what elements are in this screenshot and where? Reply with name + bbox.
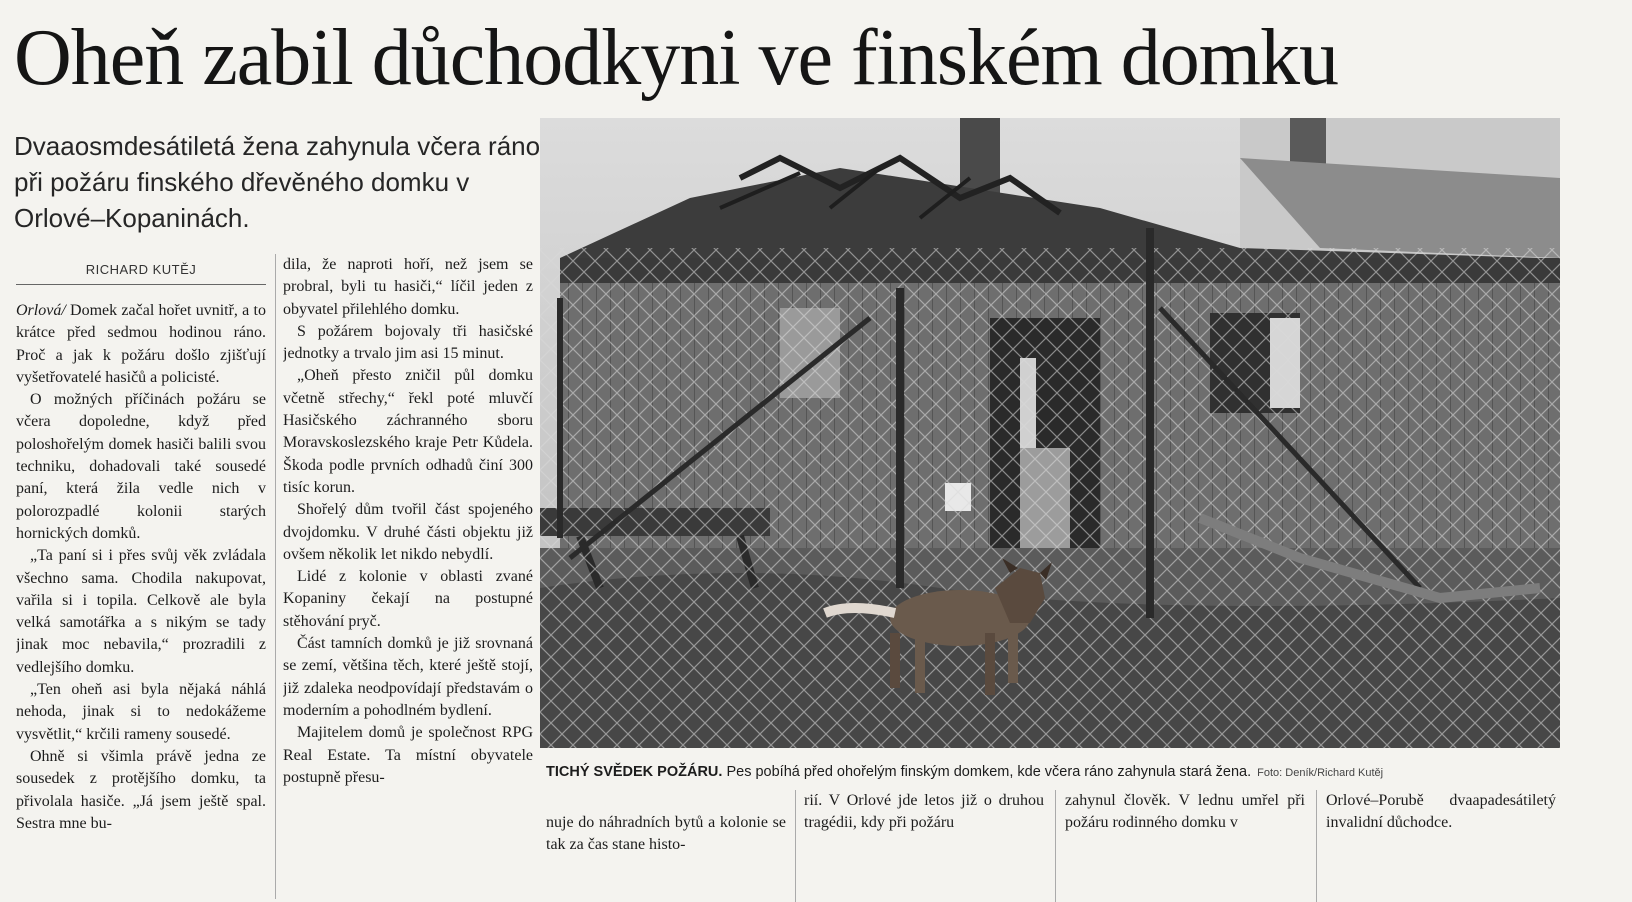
- byline-rule: [16, 284, 266, 285]
- dateline: Orlová/: [16, 302, 66, 319]
- caption-kicker: TICHÝ SVĚDEK POŽÁRU.: [546, 764, 723, 780]
- article-paragraph: Majitelem domů je společnost RPG Real Estate. Ta místní obyvatele postupně přesu-: [283, 724, 533, 786]
- lead-paragraph: Dvaaosmdesátiletá žena zahynula včera ráno při požáru finského dřevěného domku v Orlové–Kopaninách.: [14, 131, 541, 233]
- bottom-column-3: zahynul člověk. V lednu umřel při požáru rodinného domku v: [1065, 792, 1305, 832]
- byline: RICHARD KUTĚJ: [85, 262, 197, 277]
- article-paragraph: „Oheň přesto zničil půl domku včetně střechy,“ řekl poté mluvčí Hasičského záchranného sboru Moravskoslezského kraje Petr Kůdela. Škoda podle prvních odhadů činí 300 tisíc korun.: [283, 367, 533, 496]
- article-column-1: [16, 300, 266, 900]
- article-paragraph: Shořelý dům tvořil část spojeného dvojdomku. V druhé části objektu již ovšem několik let nikdo nebydlí.: [283, 501, 533, 563]
- headline: Oheň zabil důchodkyni ve finském domku: [14, 14, 1338, 102]
- burned-house-photo: [540, 118, 1560, 748]
- column-rule: [1316, 790, 1317, 902]
- article-paragraph: S požárem bojovaly tři hasičské jednotky a trvalo jim asi 15 minut.: [283, 322, 533, 363]
- bottom-column-2: rií. V Orlové jde letos již o druhou tragédii, kdy při požáru: [804, 792, 1044, 832]
- bottom-column-1: nuje do náhradních bytů a kolonie se tak za čas stane histo-: [546, 814, 786, 854]
- caption-text: Pes pobíhá před ohořelým finským domkem, kde včera ráno zahynula stará žena.: [722, 764, 1252, 780]
- column-rule: [275, 254, 276, 899]
- article-paragraph: dila, že naproti hoří, než jsem se probral, byli tu hasiči,“ líčil jeden z obyvatel přilehlého domku.: [283, 256, 533, 318]
- paragraph-text: Domek začal hořet uvnitř, a to krátce před sedmou hodinou ráno. Proč a jak k požáru došlo zjišťují vyšetřovatelé hasičů a policisté.: [16, 302, 266, 386]
- bottom-column-4: Orlové–Porubě dvaapadesátiletý invalidní důchodce.: [1326, 792, 1556, 832]
- article-paragraph: Část tamních domků je již srovnaná se zemí, většina těch, které ještě stojí, již zdaleka neodpovídají představám o moderním a pohodlném bydlení.: [283, 635, 533, 719]
- photo-caption: [546, 764, 1560, 780]
- article-paragraph: Ohně si všimla právě jedna ze sousedek z protějšího domku, ta přivolala hasiče. „Já jsem ještě spal. Sestra mne bu-: [16, 747, 266, 832]
- column-rule: [795, 790, 796, 902]
- article-paragraph: „Ta paní si i přes svůj věk zvládala všechno sama. Chodila nakupovat, vařila si i topila. Celkově ale byla velká samotářka a s nikým se tady jinak moc nebavila,“ prozradili z vedlejšího domku.: [16, 547, 266, 676]
- column-rule: [1055, 790, 1056, 902]
- article-column-2: [283, 254, 533, 899]
- photo-credit: Foto: Deník/Richard Kutěj: [1257, 767, 1384, 779]
- article-paragraph: Lidé z kolonie v oblasti zvané Kopaniny čekají na postupné stěhování pryč.: [283, 568, 533, 630]
- article-paragraph: O možných příčinách požáru se včera dopoledne, když před poloshořelým domek hasiči balili svou techniku, dohadovali také sousedé paní, která žila vedle nich v polorozpadlé kolonii starých hornických domků.: [16, 391, 266, 542]
- news-photo: [540, 118, 1560, 748]
- article-paragraph: „Ten oheň asi byla nějaká náhlá nehoda, jinak si to nedokážeme vysvětlit,“ krčili rameny sousedé.: [16, 681, 266, 743]
- article-paragraph: [16, 300, 266, 389]
